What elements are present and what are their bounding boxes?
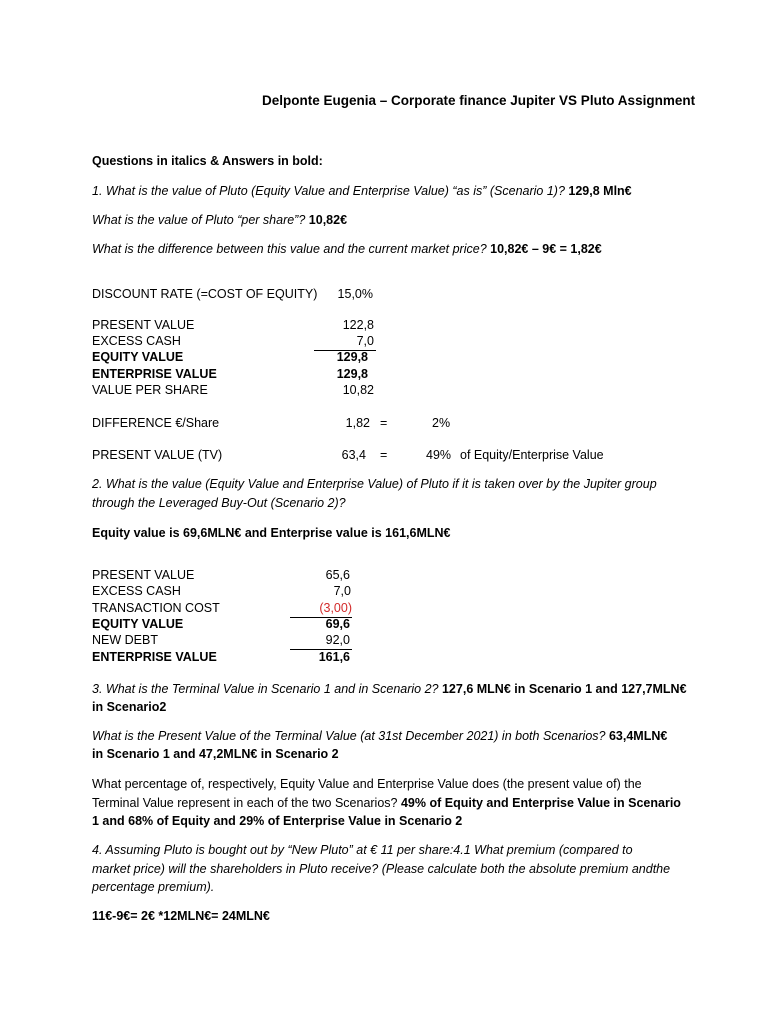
q1-line — [92, 182, 632, 200]
q3-pct-line-1: What percentage of, respectively, Equity Value and Enterprise Value does (the present value of) the — [92, 777, 642, 791]
table-row-value: 69,6 — [325, 617, 350, 631]
table-row-value: 129,8 — [336, 350, 368, 364]
pv-tv-value: 63,4 — [341, 448, 366, 462]
q4-line-2: market price) will the shareholders in Pluto receive? (Please calculate both the absolute premium andthe — [92, 862, 671, 876]
difference-percent: 2% — [432, 416, 451, 430]
q3-answer: 127,6 MLN€ in Scenario 1 and 127,7MLN€ — [441, 682, 687, 696]
pv-tv-equals: = — [380, 448, 388, 462]
q3-pct-question: Terminal Value represent in each of the two Scenarios? — [92, 796, 398, 810]
q1-difference-answer: 10,82€ – 9€ = 1,82€ — [490, 242, 602, 256]
table-row-value: 129,8 — [336, 367, 368, 381]
page-title: Delponte Eugenia – Corporate finance Jupiter VS Pluto Assignment — [262, 93, 696, 108]
q4-answer: 11€-9€= 2€ *12MLN€= 24MLN€ — [92, 909, 270, 923]
table-row-label: ENTERPRISE VALUE — [92, 367, 217, 381]
q1-difference-question: What is the difference between this value and the current market price? — [92, 242, 487, 256]
valuation-table-scenario-2 — [92, 568, 392, 668]
difference-value: 1,82 — [345, 416, 370, 430]
table-row-value: 65,6 — [325, 568, 350, 582]
pv-tv-note: of Equity/Enterprise Value — [460, 448, 604, 462]
table-row-value: 7,0 — [356, 334, 374, 348]
q1-per-share-answer: 10,82€ — [308, 213, 348, 227]
q2-answer: Equity value is 69,6MLN€ and Enterprise value is 161,6MLN€ — [92, 526, 451, 540]
pv-tv-label: PRESENT VALUE (TV) — [92, 448, 223, 462]
discount-rate-label: DISCOUNT RATE (=COST OF EQUITY) — [92, 287, 318, 301]
table-row-label: ENTERPRISE VALUE — [92, 650, 217, 664]
q3-pct-answer: 49% of Equity and Enterprise Value in Scenario — [400, 796, 681, 810]
q1-per-share-line — [92, 211, 347, 229]
table-row-label: PRESENT VALUE — [92, 318, 195, 332]
table-row-label: EQUITY VALUE — [92, 350, 184, 364]
q4-line-3: percentage premium). — [92, 880, 215, 894]
q3-pv-answer-line-2: in Scenario 1 and 47,2MLN€ in Scenario 2 — [92, 747, 339, 761]
table-row-label: TRANSACTION COST — [92, 601, 220, 615]
q1-answer: 129,8 Mln€ — [568, 184, 632, 198]
q3-pv-question: What is the Present Value of the Terminal Value (at 31st December 2021) in both Scenarios? — [92, 729, 606, 743]
table-row-value: 122,8 — [342, 318, 374, 332]
q2-question-line-2: through the Leveraged Buy-Out (Scenario 2)? — [92, 496, 346, 510]
pv-tv-percent: 49% — [426, 448, 452, 462]
q3-question: 3. What is the Terminal Value in Scenario 1 and in Scenario 2? — [92, 682, 439, 696]
q3-pv-line-1 — [92, 727, 667, 745]
table-row-label: EXCESS CASH — [92, 334, 181, 348]
q4-line-1: 4. Assuming Pluto is bought out by “New Pluto” at € 11 per share:4.1 What premium (compared to — [92, 843, 633, 857]
difference-label: DIFFERENCE €/Share — [92, 416, 220, 430]
difference-equals: = — [380, 416, 388, 430]
table-row-label: EXCESS CASH — [92, 584, 181, 598]
table-row-value: 92,0 — [325, 633, 350, 647]
table-row-value: 10,82 — [342, 383, 374, 397]
q3-pv-answer: 63,4MLN€ — [608, 729, 668, 743]
q3-pct-line-2 — [92, 794, 681, 812]
q1-difference-line — [92, 240, 602, 258]
q3-line-1 — [92, 680, 687, 698]
table-row-value: 7,0 — [333, 584, 351, 598]
table-row-label: EQUITY VALUE — [92, 617, 184, 631]
q2-question-line-1: 2. What is the value (Equity Value and Enterprise Value) of Pluto if it is taken over by the Jupiter group — [92, 477, 657, 491]
q1-per-share-question: What is the value of Pluto “per share”? — [92, 213, 306, 227]
table-row-label: PRESENT VALUE — [92, 568, 195, 582]
intro-line: Questions in italics & Answers in bold: — [92, 154, 323, 168]
discount-rate-value: 15,0% — [337, 287, 373, 301]
table-row-value: (3,00) — [319, 601, 352, 615]
table-row-value: 161,6 — [318, 650, 350, 664]
valuation-table-scenario-1 — [92, 287, 612, 467]
table-row-label: NEW DEBT — [92, 633, 158, 647]
q1-question: 1. What is the value of Pluto (Equity Value and Enterprise Value) “as is” (Scenario 1)? — [92, 184, 565, 198]
table-row-label: VALUE PER SHARE — [92, 383, 208, 397]
q3-pct-line-3: 1 and 68% of Equity and 29% of Enterprise Value in Scenario 2 — [92, 814, 463, 828]
q3-answer-line-2: in Scenario2 — [92, 700, 167, 714]
